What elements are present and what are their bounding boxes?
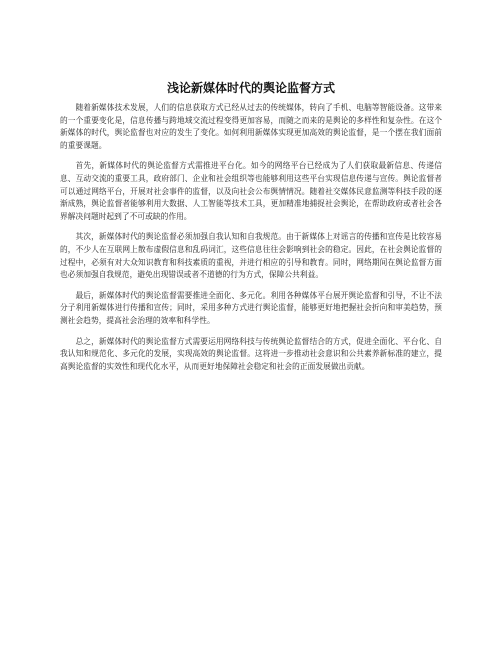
paragraph-first: 首先，新媒体时代的舆论监督方式需推进平台化。如今的网络平台已经成为了人们获取最新信息、传递信息、互动交流的重要工具，政府部门、企业和社会组织等也能够利用这些平台实现信息传递与宣传。舆论监督者可以通过网络平台，开展对社会事件的监督，以及向社会公布舆情情况。随着社交媒体民意监测等科技手段的逐渐成熟，舆论监督者能够利用大数据、人工智能等技术工具，更加精准地捕捉社会舆论，在帮助政府或者社会各界解决问题时起到了不可或缺的作用。 — [60, 161, 442, 221]
paragraph-third: 最后，新媒体时代的舆论监督需要推进全面化、多元化。利用各种媒体平台展开舆论监督和引导，不让不法分子利用新媒体进行传播和宣传；同时，采用多种方式进行舆论监督，能够更好地把握社会折向和审美趋势，预测社会趋势，提高社会治理的效率和科学性。 — [60, 290, 442, 325]
paragraph-intro: 随着新媒体技术发展，人们的信息获取方式已经从过去的传统媒体，转向了手机、电脑等智能设备。这带来的一个重要变化是，信息传播与跨地域交流过程变得更加容易，而随之而来的是舆论的多样性和复杂性。在这个新媒体的时代，舆论监督也对应的发生了变化。如何利用新媒体实现更加高效的舆论监督，是一个摆在我们面前的重要课题。 — [60, 103, 442, 150]
paragraph-second: 其次，新媒体时代的舆论监督必须加强自我认知和自我规范。由于新媒体上对谣言的传播和宣传是比较容易的，不少人在互联网上散布虚假信息和乱码词汇，这些信息往往会影响到社会的稳定。因此，在社会舆论监督的过程中，必须有对大众知识教育和科技素质的重视，并进行相应的引导和教育。同时，网络期间在舆论监督方面也必须加强自我规范，避免出现错误或者不道德的行为方式，保障公共利益。 — [60, 232, 442, 280]
document-body — [60, 102, 442, 381]
paragraph-conclusion: 总之，新媒体时代的舆论监督方式需要运用网络科技与传统舆论监督结合的方式，促进全面化、平台化、自我认知和规范化、多元化的发展，实现高效的舆论监督。这将进一步推动社会意识和公共素养新标准的建立，提高舆论监督的实效性和现代化水平，从而更好地保障社会稳定和社会的正面发展做出贡献。 — [60, 336, 442, 371]
document-title: 浅论新媒体时代的舆论监督方式 — [166, 81, 335, 95]
